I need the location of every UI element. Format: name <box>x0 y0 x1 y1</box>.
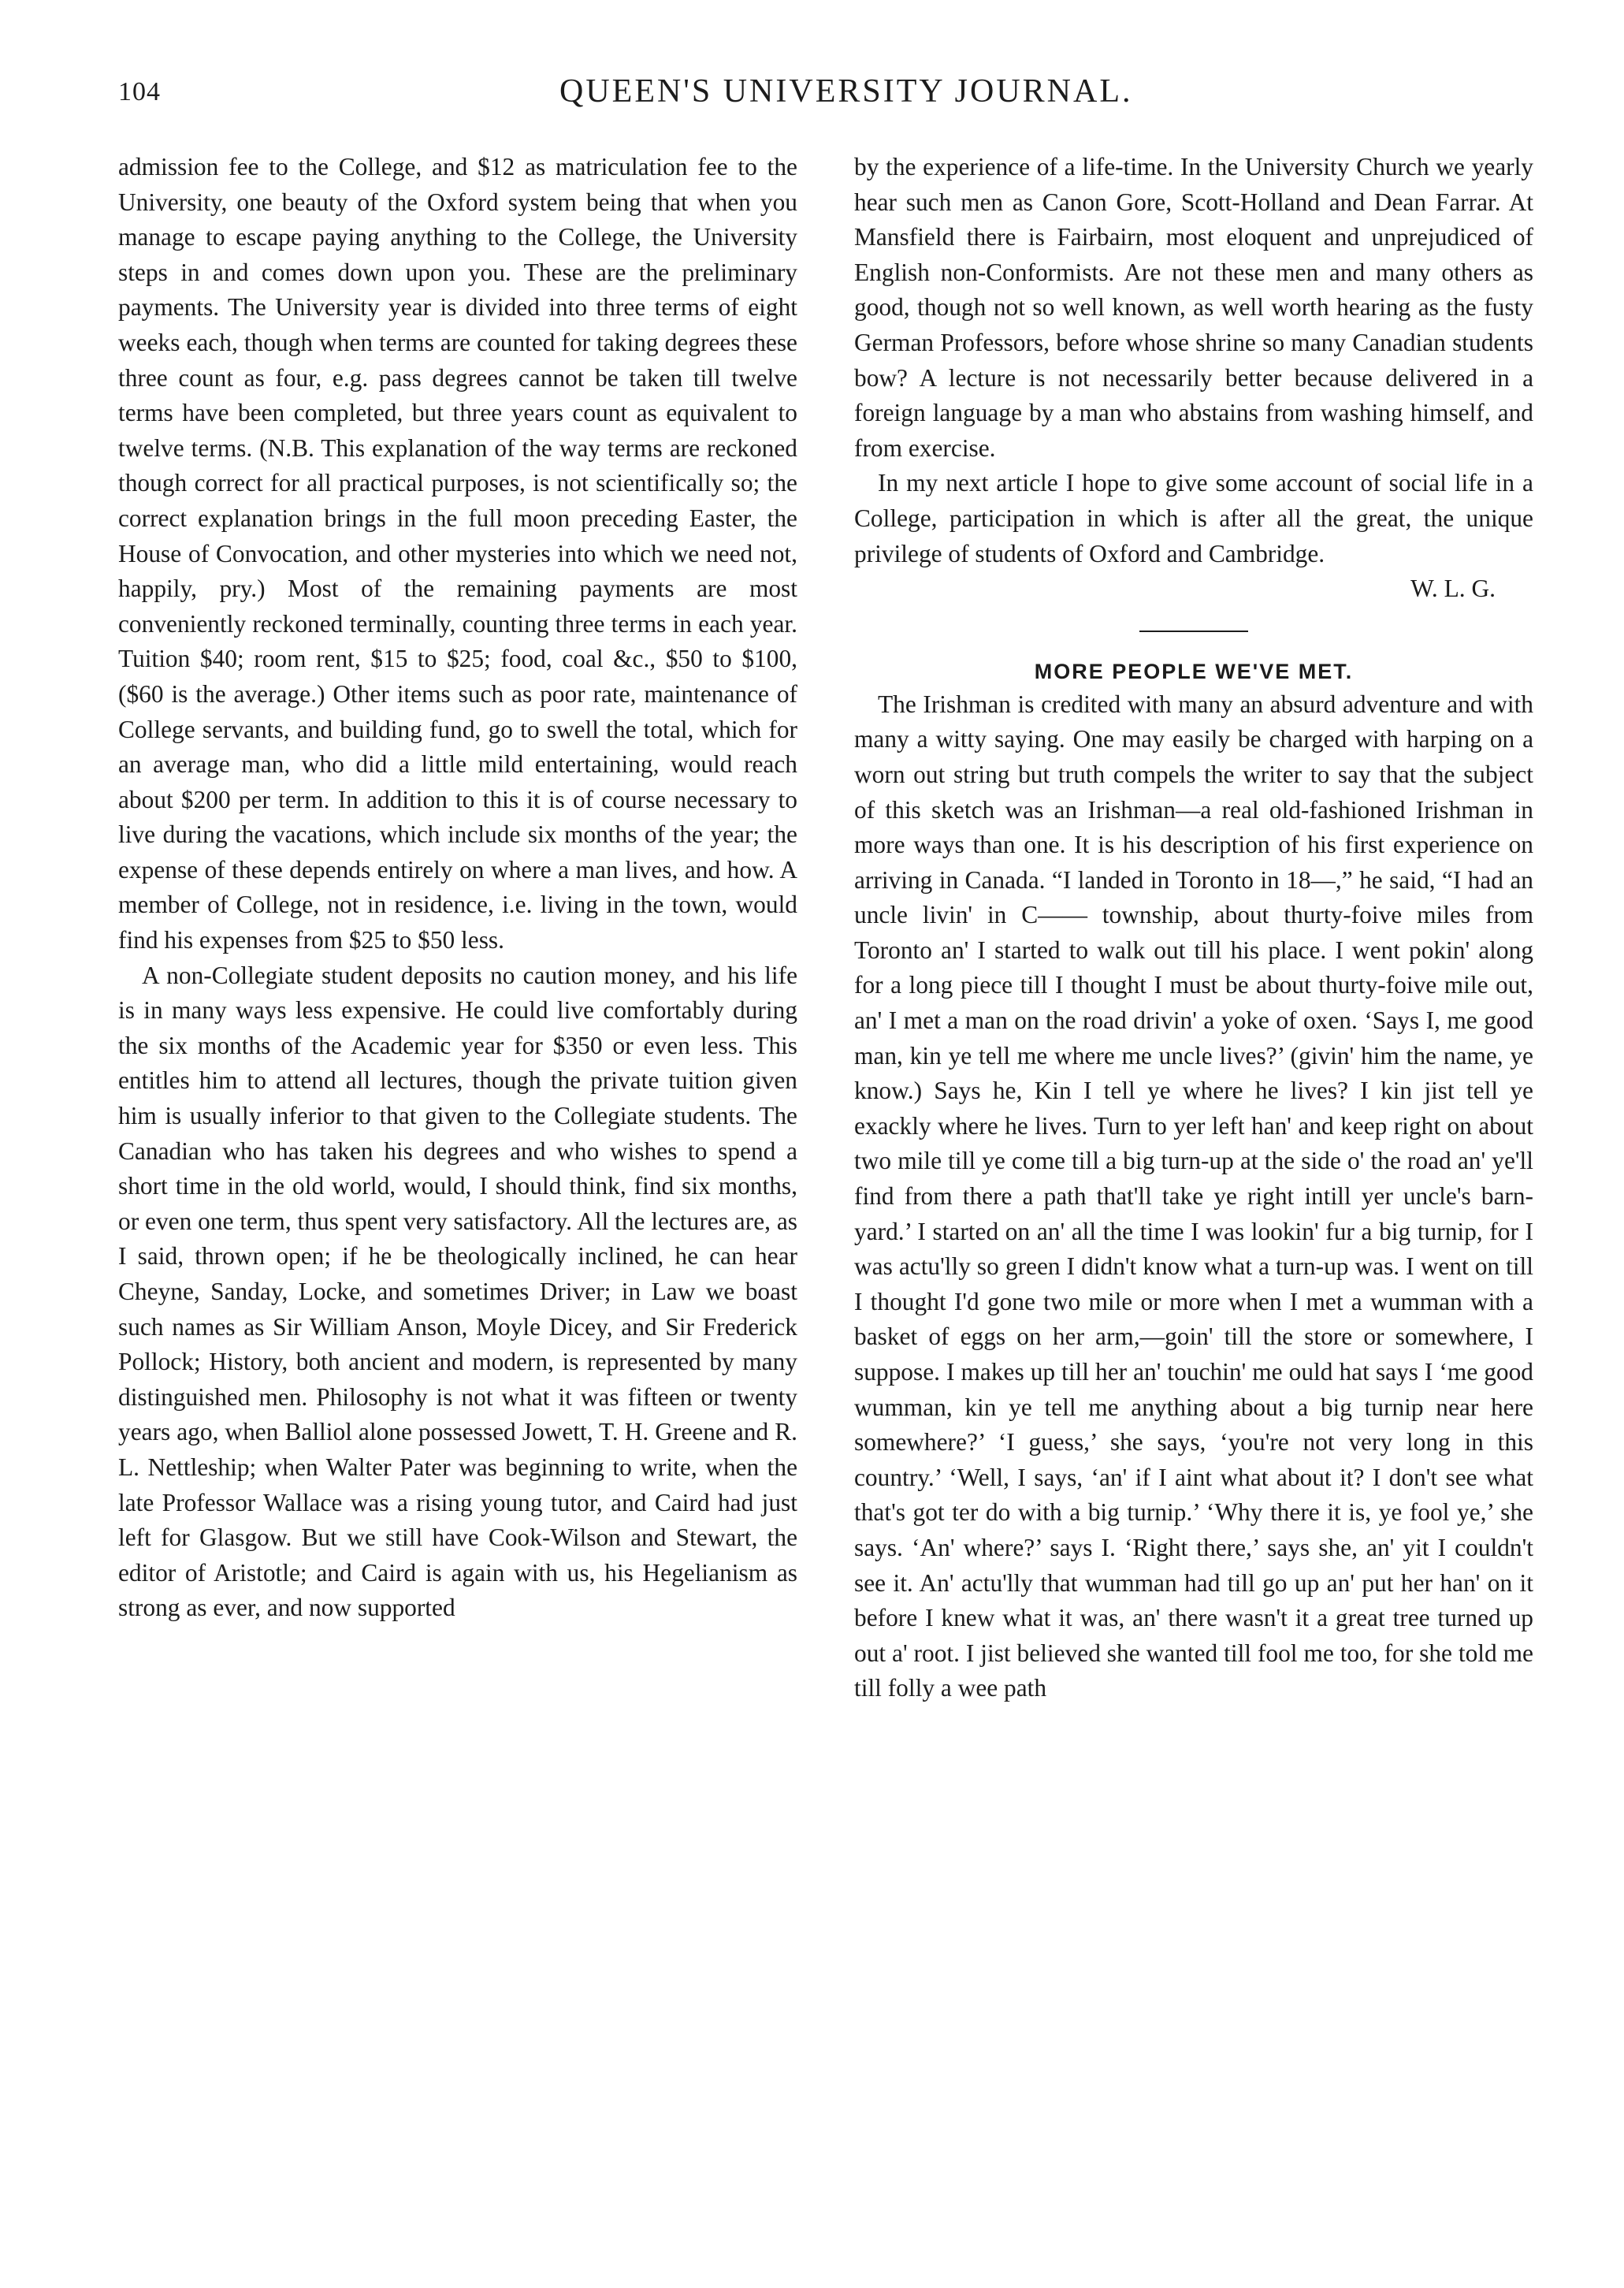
article-paragraph: A non-Collegiate student deposits no caution money, and his life is in many ways less expensive. He could live comfortably during the six months of the Academic year for $350 or even less. This entitles him to attend all lectures, though the private tuition given him is usually inferior to that given to the Collegiate students. The Canadian who has taken his degrees and who wishes to spend a short time in the old world, would, I should think, find six months, or even one term, thus spent very satisfactory. All the lectures are, as I said, thrown open; if he be theologically inclined, he can hear Cheyne, Sanday, Locke, and sometimes Driver; in Law we boast such names as Sir William Anson, Moyle Dicey, and Sir Frederick Pollock; History, both ancient and modern, is represented by many distinguished men. Philosophy is not what it was fifteen or twenty years ago, when Balliol alone possessed Jowett, T. H. Greene and R. L. Nettleship; when Walter Pater was beginning to write, when the late Professor Wallace was a rising young tutor, and Caird had just left for Glasgow. But we still have Cook-Wilson and Stewart, the editor of Aristotle; and Caird is again with us, his Hegelianism as strong as ever, and now supported <box>118 961 797 1622</box>
right-column <box>854 150 1533 1706</box>
article-paragraph: admission fee to the College, and $12 as matriculation fee to the University, one beauty of the Oxford system being that when you manage to escape paying anything to the College, the University steps in and comes down upon you. These are the preliminary payments. The University year is divided into three terms of eight weeks each, though when terms are counted for taking degrees these three count as four, e.g. pass degrees cannot be taken till twelve terms have been completed, but three years count as equivalent to twelve terms. (N.B. This explanation of the way terms are reckoned though correct for all practical purposes, is not scientifically so; the correct explanation brings in the full moon preceding Easter, the House of Convocation, and other mysteries into which we need not, happily, pry.) Most of the remaining payments are most conveniently reckoned terminally, counting three terms in each year. Tuition $40; room rent, $15 to $25; food, coal &c., $50 to $100, ($60 is the average.) Other items such as poor rate, maintenance of College servants, and building fund, go to swell the total, which for an average man, who did a little mild entertaining, would reach about $200 per term. In addition to this it is of course necessary to live during the vacations, which include six months of the year; the expense of these depends entirely on where a man lives, and how. A member of College, not in residence, i.e. living in the town, would find his expenses from $25 to $50 less. <box>118 153 797 954</box>
article-paragraph: The Irishman is credited with many an absurd adventure and with many a witty saying. One may easily be charged with harping on a worn out string but truth compels the writer to say that the subject of this sketch was an Irishman—a real old-fashioned Irishman in more ways than one. It is his description of his first experience on arriving in Canada. “I landed in Toronto in 18—,” he said, “I had an uncle livin' in C—— township, about thurty-foive miles from Toronto an' I started to walk out till his place. I went pokin' along for a long piece till I thought I must be about thurty-foive mile out, an' I met a man on the road drivin' a yoke of oxen. ‘Says I, me good man, kin ye tell me where me uncle lives?’ (givin' him the name, ye know.) Says he, Kin I tell ye where he lives? I kin jist tell ye exackly where he lives. Turn to yer left han' and keep right on about two mile till ye come till a big turn-up at the side o' the road an' ye'll find from there a path that'll take ye right intill yer uncle's barn-yard.’ I started on an' all the time I was lookin' fur a big turnip, for I was actu'lly so green I didn't know what a turn-up was. I went on till I thought I'd gone two mile or more when I met a wumman with a basket of eggs on her arm,—goin' till the store or somewhere, I suppose. I makes up till her an' touchin' me ould hat says I ‘me good wumman, kin ye tell me anything about a big turnip near here somewhere?’ ‘I guess,’ she says, ‘you're not very long in this country.’ ‘Well, I says, ‘an' if I aint what about it? I don't see what that's got ter do with a big turnip.’ ‘Why there it is, ye fool ye,’ she says. ‘An' where?’ says I. ‘Right there,’ says she, an' yit I couldn't see it. An' actu'lly that wumman had till go up an' put her han' on it before I knew what it was, an' there wasn't it a great tree turned up out a' root. I jist believed she wanted till fool me too, for she told me till folly a wee path <box>854 690 1533 1702</box>
left-column <box>118 150 797 1626</box>
article-paragraph: In my next article I hope to give some account of social life in a College, participation in which is after all the great, the unique privilege of students of Oxford and Cambridge. <box>854 469 1533 567</box>
page-number: 104 <box>118 77 161 106</box>
article-paragraph: by the experience of a life-time. In the University Church we yearly hear such men as Canon Gore, Scott-Holland and Dean Farrar. At Mansfield there is Fairbairn, most eloquent and unprejudiced of English non-Conformists. Are not these men and many others as good, though not so well known, as well worth hearing as the fusty German Professors, before whose shrine so many Canadian students bow? A lecture is not necessarily better because delivered in a foreign language by a man who abstains from washing himself, and from exercise. <box>854 153 1533 462</box>
author-signature: W. L. G. <box>1410 575 1496 603</box>
section-heading: MORE PEOPLE WE'VE MET. <box>1034 659 1354 683</box>
page-header <box>118 73 1513 120</box>
section-divider <box>1139 631 1248 632</box>
running-title: QUEEN'S UNIVERSITY JOURNAL. <box>559 73 1133 110</box>
